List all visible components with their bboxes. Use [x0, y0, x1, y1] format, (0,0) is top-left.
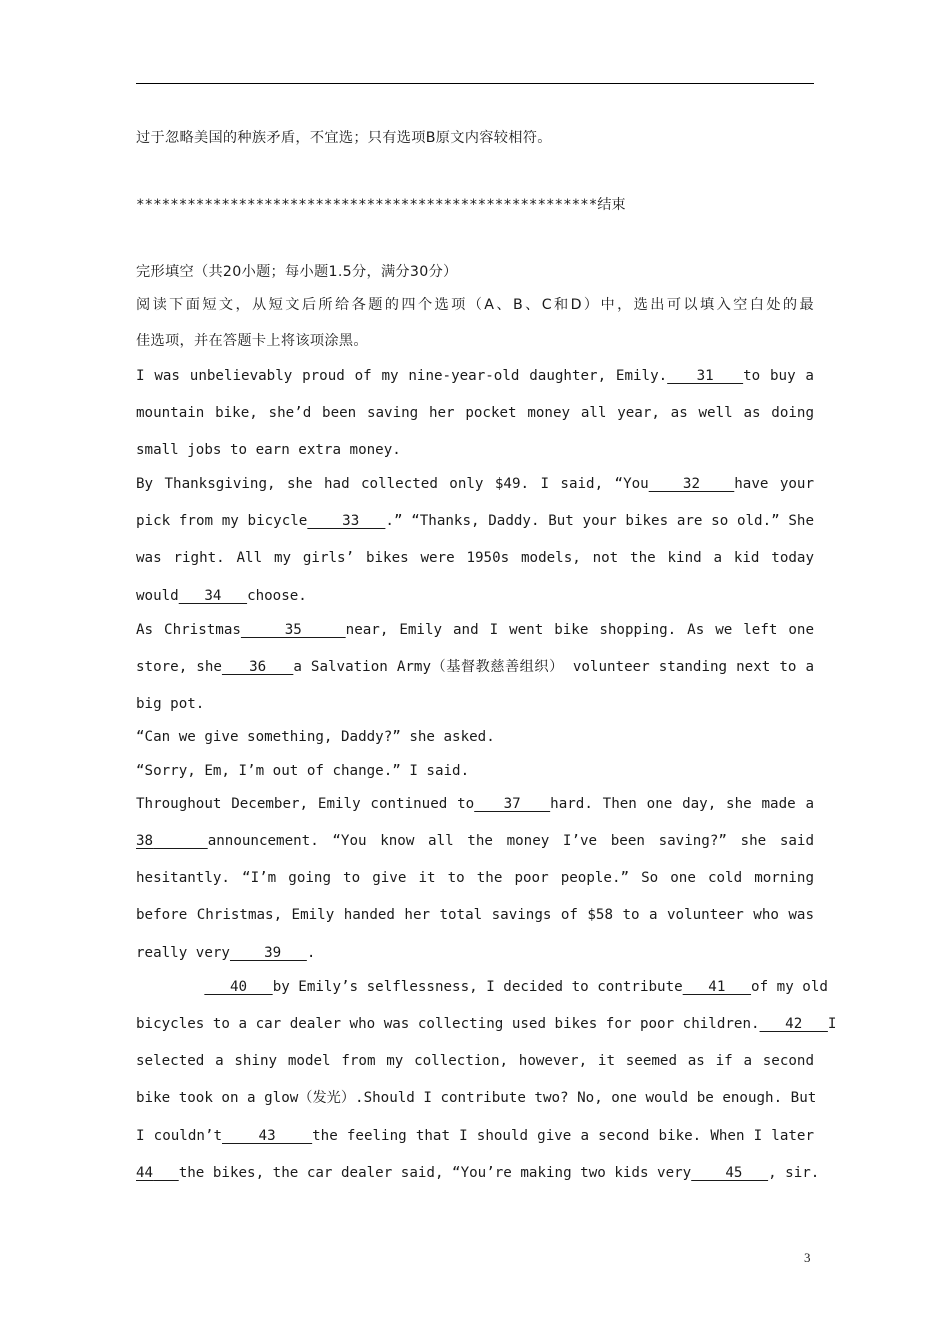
instructions-line-1: 阅读下面短文，从短文后所给各题的四个选项（A、B、C和D）中，选出可以填入空白处的最 [136, 297, 814, 313]
passage-line: bike took on a glow（发光）.Should I contribute two? No, one would be enough. But [136, 1090, 817, 1106]
blank-45: 45 [691, 1165, 769, 1181]
blank-33: 33 [307, 513, 386, 529]
passage-line: As Christmas 35 near, Emily and I went bike shopping. As we left one [136, 622, 814, 638]
passage-line: would 34 choose. [136, 588, 307, 604]
passage-line: mountain bike, she’d been saving her pocket money all year, as well as doing [136, 405, 814, 421]
passage-line: By Thanksgiving, she had collected only $49. I said, “You 32 have your [136, 476, 815, 492]
separator-line: ******************************************************结束 [136, 197, 626, 213]
passage-line: Throughout December, Emily continued to 37 hard. Then one day, she made a [136, 796, 815, 812]
passage-line: “Sorry, Em, I’m out of change.” I said. [136, 763, 470, 779]
blank-32: 32 [648, 476, 735, 492]
blank-44: 44 [136, 1165, 154, 1181]
blank-36: 36 [221, 659, 294, 675]
passage-line: 40 by Emily’s selflessness, I decided to contribute 41 of my old [204, 979, 828, 995]
page-number: 3 [804, 1250, 811, 1265]
passage-line: hesitantly. “I’m going to give it to the poor people.” So one cold morning [136, 870, 814, 886]
passage-line: store, she 36 a Salvation Army（基督教慈善组织） volunteer standing next to a [136, 659, 815, 675]
passage-line: I was unbelievably proud of my nine-year-old daughter, Emily. 31 to buy a [136, 368, 814, 384]
section-title: 完形填空（共20小题；每小题1.5分，满分30分） [136, 264, 458, 280]
passage-line: “Can we give something, Daddy?” she asked. [136, 729, 495, 745]
passage-line: I couldn’t 43 the feeling that I should give a second bike. When I later [136, 1128, 815, 1144]
top-rule [136, 83, 814, 84]
passage-line: was right. All my girls’ bikes were 1950s models, not the kind a kid today [136, 550, 814, 566]
passage-line: before Christmas, Emily handed her total savings of $58 to a volunteer who was [136, 907, 814, 923]
passage-line: big pot. [136, 696, 205, 712]
blank-38: 38 [136, 833, 154, 849]
passage-line: selected a shiny model from my collection, however, it seemed as if a second [136, 1053, 814, 1069]
blank-40: 40 [204, 979, 273, 995]
instructions-line-2: 佳选项，并在答题卡上将该项涂黑。 [136, 333, 368, 349]
top-note: 过于忽略美国的种族矛盾，不宜选；只有选项B原文内容较相符。 [136, 130, 552, 146]
blank-42: 42 [759, 1016, 828, 1032]
blank-39: 39 [229, 945, 307, 961]
blank-34: 34 [178, 588, 248, 604]
blank-37: 37 [474, 796, 551, 812]
passage-line: pick from my bicycle 33 .” “Thanks, Daddy. But your bikes are so old.” She [136, 513, 814, 529]
passage-line: 44 the bikes, the car dealer said, “You’re making two kids very 45 , sir. [136, 1165, 820, 1181]
passage-line: really very 39 . [136, 945, 316, 961]
blank-43: 43 [222, 1128, 313, 1144]
blank-31: 31 [667, 368, 744, 384]
blank-41: 41 [682, 979, 752, 995]
passage-line: small jobs to earn extra money. [136, 442, 401, 458]
blank-35: 35 [240, 622, 346, 638]
passage-line: 38 announcement. “You know all the money I’ve been saving?” she said [136, 833, 814, 849]
passage-line: bicycles to a car dealer who was collecting used bikes for poor children. 42 I [136, 1016, 837, 1032]
